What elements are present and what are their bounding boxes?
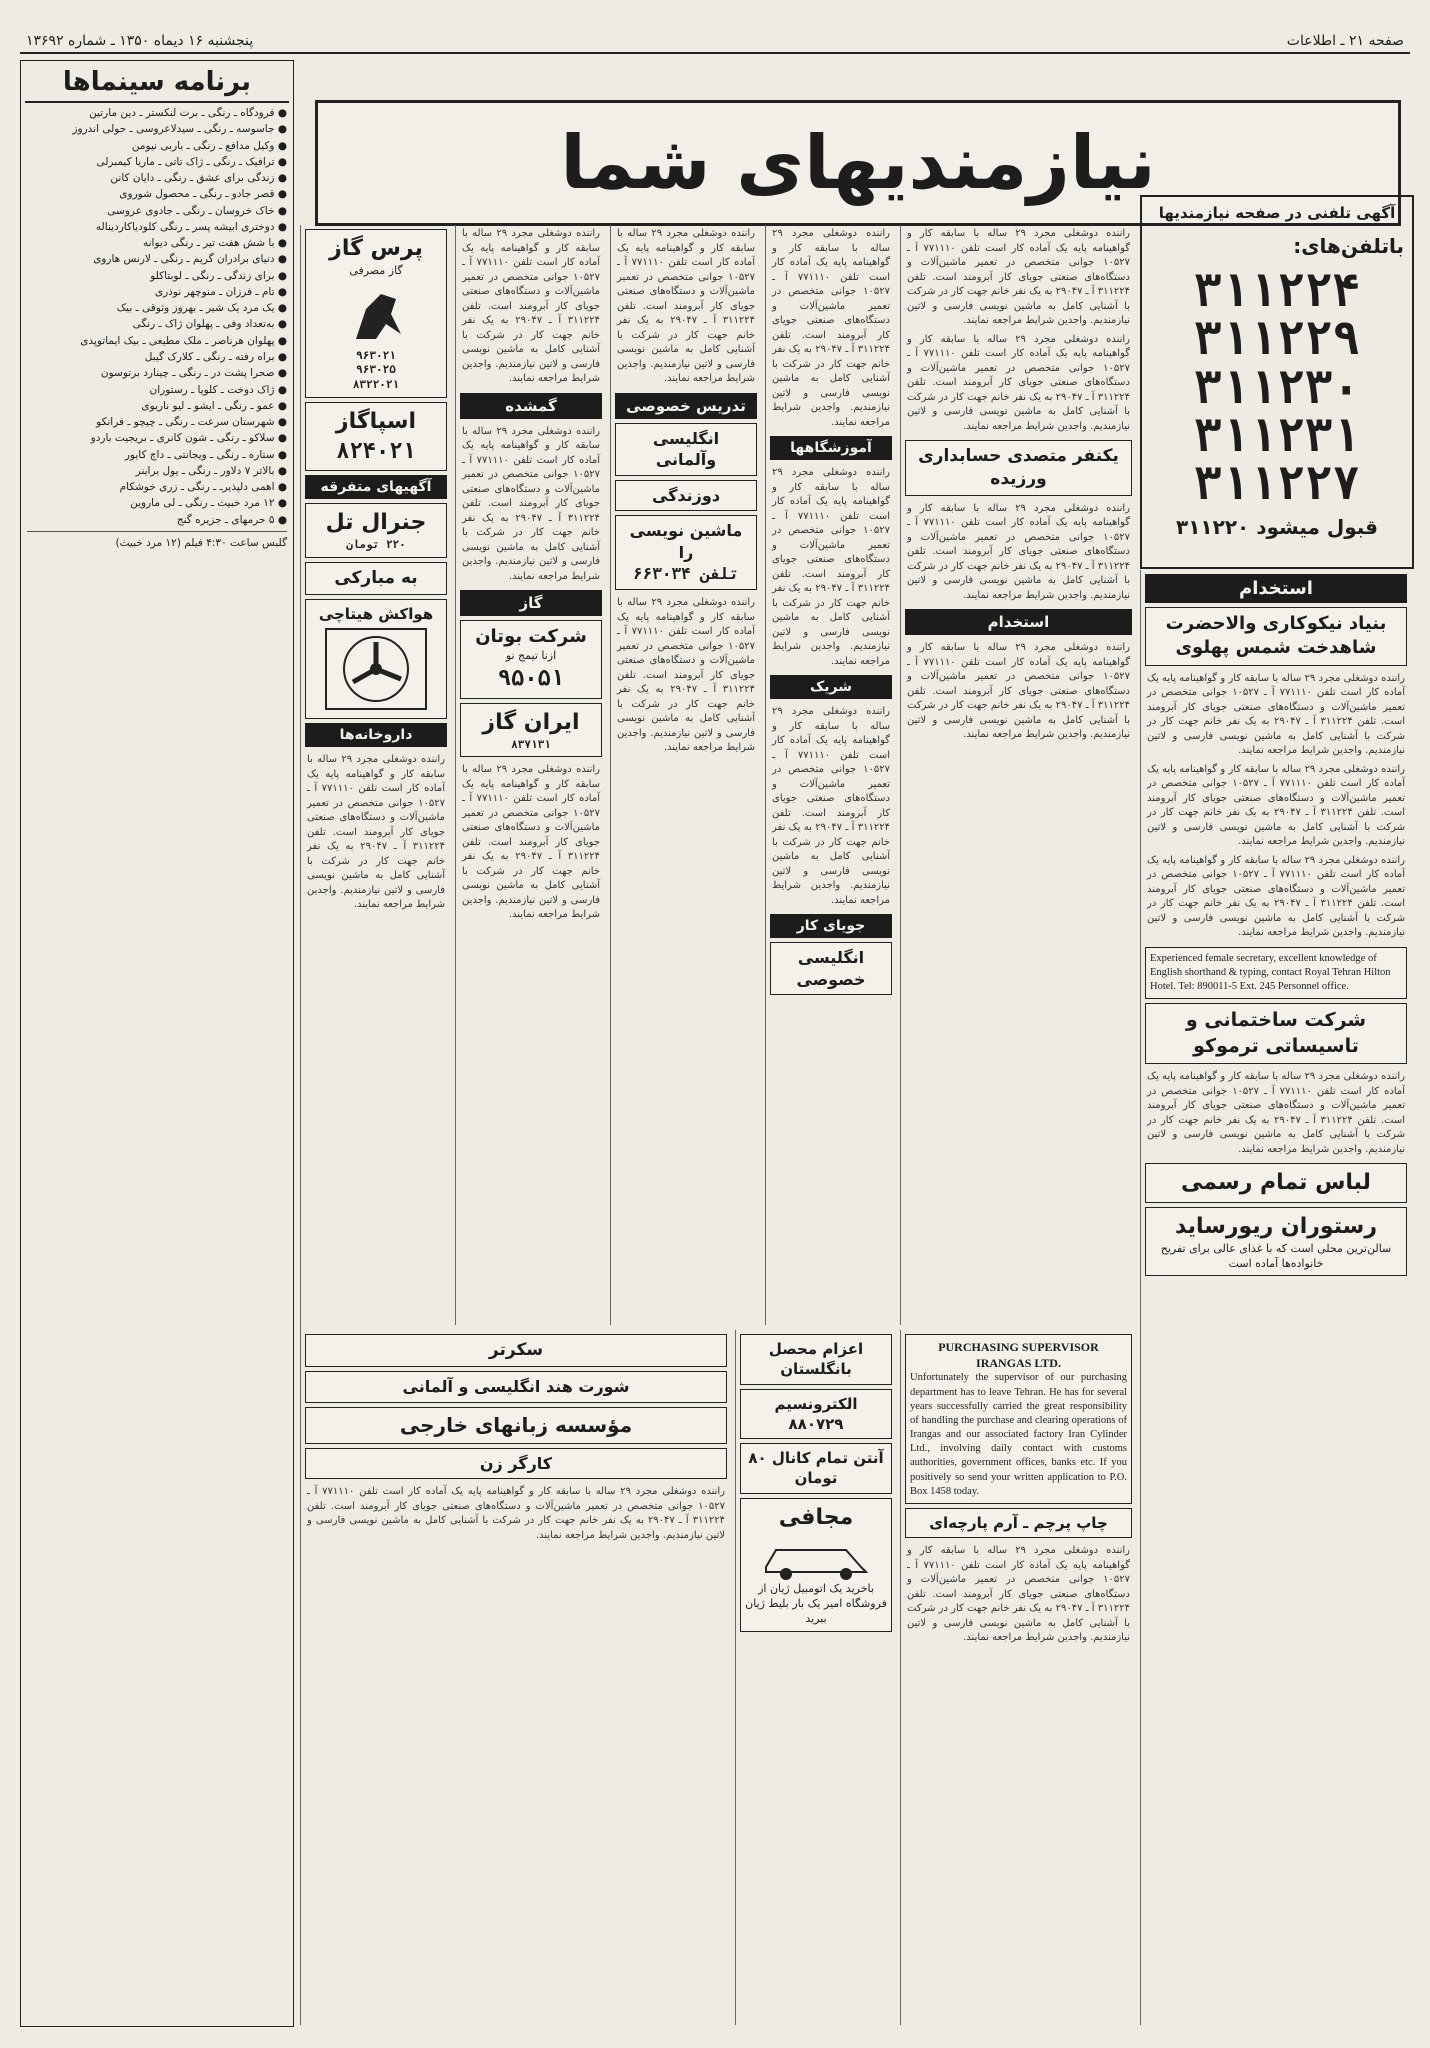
mojafi-title: مجافی [778, 1504, 854, 1530]
cinema-row: ● براه رفته ـ رنگی ـ کلارک گیبل [144, 350, 287, 363]
col2-filler: راننده دوشغلی مجرد ۲۹ ساله با سابقه کار و گواهینامه پایه یک آماده کار است تلفن ۷۷۱۱۱۰ آ ـ ۱۰۵۲۷ جوانی متخصص در تعمیر ماشین‌آلات و دستگاه‌های صنعتی جویای کار آبرومند است. تلفن ۳۱۱۲۲۴ آ ـ ۲۹۰۴۷ به یک نفر خانم جهت کار در شرکت با آشنایی کامل به ماشین نویسی فارسی و لاتین نیازمندیم. واجدین شرایط مراجعه نمایند. [307, 754, 445, 911]
purchasing-body: Unfortunately the supervisor of our purchasing department has to leave Tehran. He has for several years successfully carried the great responsibility of handling the purchase and clearing operations of Irangas and our associated factory Iran Cylinder Ltd., involving daily contact with customs authorities, government offices, banks etc. If you positively so send your written application to P.O. Box 1458 today. [910, 1372, 1127, 1497]
cinema-row: ● خاک خروسان ـ رنگی ـ جادوی عروسی [107, 204, 287, 217]
cinema-row: ● برای زندگی ـ رنگی ـ لوبتاکلو [150, 269, 287, 282]
lost-banner: گمشده [460, 393, 602, 419]
phone-number-3: ۳۱۱۲۳۰ [1193, 359, 1361, 414]
fan-icon [321, 624, 431, 714]
mojafi-ad [740, 1498, 892, 1632]
general-tel-price: ۲۲۰ تومان [346, 538, 406, 552]
butan-subtitle: ازنا تیمج نو [505, 649, 557, 663]
gregg-ad: شورت هند انگلیسی و آلمانی [305, 1371, 727, 1403]
phones-last: قبول میشود ۳۱۱۲۲۰ [1175, 515, 1379, 540]
col4-filler-2: راننده دوشغلی مجرد ۲۹ ساله با سابقه کار و گواهینامه پایه یک آماده کار است تلفن ۷۷۱۱۱۰ آ ـ ۱۰۵۲۷ جوانی متخصص در تعمیر ماشین‌آلات و دستگاه‌های صنعتی جویای کار آبرومند است. تلفن ۳۱۱۲۲۴ آ ـ ۲۹۰۴۷ به یک نفر خانم جهت کار در شرکت با آشنایی کامل به ماشین نویسی فارسی و لاتین نیازمندیم. واجدین شرایط مراجعه نمایند. [617, 597, 755, 754]
col5-filler-3: راننده دوشغلی مجرد ۲۹ ساله با سابقه کار و گواهینامه پایه یک آماده کار است تلفن ۷۷۱۱۱۰ آ ـ ۱۰۵۲۷ جوانی متخصص در تعمیر ماشین‌آلات و دستگاه‌های صنعتی جویای کار آبرومند است. تلفن ۳۱۱۲۲۴ آ ـ ۲۹۰۴۷ به یک نفر خانم جهت کار در شرکت با آشنایی کامل به ماشین نویسی فارسی و لاتین نیازمندیم. واجدین شرایط مراجعه نمایند. [772, 706, 890, 906]
pars-gas-title: پرس گاز [329, 236, 423, 261]
pars-gas-ad [305, 229, 447, 398]
fan-ad [305, 599, 447, 719]
schools-banner: آموزشگاهها [770, 436, 892, 460]
bottom-center [300, 1330, 731, 2025]
irangas-ad [460, 703, 602, 758]
col3-filler-2: راننده دوشغلی مجرد ۲۹ ساله با سابقه کار و گواهینامه پایه یک آماده کار است تلفن ۷۷۱۱۱۰ آ ـ ۱۰۵۲۷ جوانی متخصص در تعمیر ماشین‌آلات و دستگاه‌های صنعتی جویای کار آبرومند است. تلفن ۳۱۱۲۲۴ آ ـ ۲۹۰۴۷ به یک نفر خانم جهت کار در شرکت با آشنایی کامل به ماشین نویسی فارسی و لاتین نیازمندیم. واجدین شرایط مراجعه نمایند. [462, 425, 600, 582]
bottom-center-filler: راننده دوشغلی مجرد ۲۹ ساله با سابقه کار و گواهینامه پایه یک آماده کار است تلفن ۷۷۱۱۱۰ آ ـ ۱۰۵۲۷ جوانی متخصص در تعمیر ماشین‌آلات و دستگاه‌های صنعتی جویای کار آبرومند است. تلفن ۳۱۱۲۲۴ آ ـ ۲۹۰۴۷ به یک نفر خانم جهت کار در شرکت با آشنایی کامل به ماشین نویسی فارسی و لاتین نیازمندیم. واجدین شرایط مراجعه نمایند. [307, 1486, 725, 1541]
cinema-row: ● سلاکو ـ رنگی ـ شون کانری ـ بریجیت باردو [90, 432, 287, 445]
pars-gas-phone-2: ۹۶۳۰۲۵ [356, 363, 396, 377]
typing-phone: تلفن ۶۶۳۰۳۴ [633, 564, 739, 584]
accountant-ad: یکنفر متصدی حسابداری ورزیده [905, 440, 1132, 496]
butan-phone: ۹۵۰۵۱ [497, 666, 565, 692]
header-page-label: صفحه ۲۱ ـ اطلاعات [1286, 33, 1404, 49]
phone-number-4: ۳۱۱۲۳۱ [1193, 407, 1361, 462]
general-tel-ad [305, 503, 447, 558]
butan-ad [460, 620, 602, 699]
cinema-row: ● دنیای برادران گریم ـ رنگی ـ لارنس هاروی [93, 253, 287, 266]
newspaper-page [20, 30, 1410, 2030]
secretary-ad: سکرتر [305, 1334, 727, 1367]
col6-filler-4: راننده دوشغلی مجرد ۲۹ ساله با سابقه کار و گواهینامه پایه یک آماده کار است تلفن ۷۷۱۱۱۰ آ ـ ۱۰۵۲۷ جوانی متخصص در تعمیر ماشین‌آلات و دستگاه‌های صنعتی جویای کار آبرومند است. تلفن ۳۱۱۲۲۴ آ ـ ۲۹۰۴۷ به یک نفر خانم جهت کار در شرکت با آشنایی کامل به ماشین نویسی فارسی و لاتین نیازمندیم. واجدین شرایط مراجعه نمایند. [907, 642, 1131, 741]
cinema-divider [27, 531, 287, 532]
bottom-english-filler: راننده دوشغلی مجرد ۲۹ ساله با سابقه کار و گواهینامه پایه یک آماده کار است تلفن ۷۷۱۱۱۰ آ ـ ۱۰۵۲۷ جوانی متخصص در تعمیر ماشین‌آلات و دستگاه‌های صنعتی جویای کار آبرومند است. تلفن ۳۱۱۲۲۴ آ ـ ۲۹۰۴۷ به یک نفر خانم جهت کار در شرکت با آشنایی کامل به ماشین نویسی فارسی و لاتین نیازمندیم. واجدین شرایط مراجعه نمایند. [907, 1545, 1131, 1644]
ads-column-3 [455, 225, 606, 1325]
aspgas-ad [305, 402, 447, 471]
phones-title: آگهی تلفنی در صفحه نیازمندیها [1158, 204, 1396, 222]
cinema-row: ● جاسوسه ـ رنگی ـ سیدلاعروسی ـ حولی اندروز [72, 123, 287, 136]
tailoring-ad: دوزندگی [615, 480, 757, 512]
right-column [1140, 570, 1411, 2025]
page-header [20, 30, 1410, 54]
cinema-row: ● تام ـ فرزان ـ منوچهر نوذری [154, 285, 287, 298]
cinema-row: ● با شش هفت تیر ـ رنگی دیوانه [143, 237, 287, 250]
cinema-row: ● به‌تعداد وفی ـ پهلوان ژاک ـ رنگی [132, 318, 287, 331]
pars-gas-phone-1: ۹۶۳۰۲۱ [356, 348, 396, 362]
col4-filler-1: راننده دوشغلی مجرد ۲۹ ساله با سابقه کار و گواهینامه پایه یک آماده کار است تلفن ۷۷۱۱۱۰ آ ـ ۱۰۵۲۷ جوانی متخصص در تعمیر ماشین‌آلات و دستگاه‌های صنعتی جویای کار آبرومند است. تلفن ۳۱۱۲۲۴ آ ـ ۲۹۰۴۷ به یک نفر خانم جهت کار در شرکت با آشنایی کامل به ماشین نویسی فارسی و لاتین نیازمندیم. واجدین شرایط مراجعه نمایند. [617, 228, 755, 384]
cinema-row: ● ستاره ـ رنگی ـ ویجانتی ـ داچ کایور [124, 448, 287, 461]
col3-filler-1: راننده دوشغلی مجرد ۲۹ ساله با سابقه کار و گواهینامه پایه یک آماده کار است تلفن ۷۷۱۱۱۰ آ ـ ۱۰۵۲۷ جوانی متخصص در تعمیر ماشین‌آلات و دستگاه‌های صنعتی جویای کار آبرومند است. تلفن ۳۱۱۲۲۴ آ ـ ۲۹۰۴۷ به یک نفر خانم جهت کار در شرکت با آشنایی کامل به ماشین نویسی فارسی و لاتین نیازمندیم. واجدین شرایط مراجعه نمایند. [462, 228, 600, 384]
right-filler-1: راننده دوشغلی مجرد ۲۹ ساله با سابقه کار و گواهینامه پایه یک آماده کار است تلفن ۷۷۱۱۱۰ آ ـ ۱۰۵۲۷ جوانی متخصص در تعمیر ماشین‌آلات و دستگاه‌های صنعتی جویای کار آبرومند است. تلفن ۳۱۱۲۲۴ آ ـ ۲۹۰۴۷ به یک نفر خانم جهت کار در شرکت با آشنایی کامل به ماشین نویسی فارسی و لاتین نیازمندیم. واجدین شرایط مراجعه نمایند. [1147, 672, 1406, 757]
col3-filler-3: راننده دوشغلی مجرد ۲۹ ساله با سابقه کار و گواهینامه پایه یک آماده کار است تلفن ۷۷۱۱۱۰ آ ـ ۱۰۵۲۷ جوانی متخصص در تعمیر ماشین‌آلات و دستگاه‌های صنعتی جویای کار آبرومند است. تلفن ۳۱۱۲۲۴ آ ـ ۲۹۰۴۷ به یک نفر خانم جهت کار در شرکت با آشنایی کامل به ماشین نویسی فارسی و لاتین نیازمندیم. واجدین شرایط مراجعه نمایند. [462, 764, 600, 921]
purchasing-title: PURCHASING SUPERVISOR IRANGAS LTD. [938, 1340, 1099, 1371]
cinema-row: ● صحرا پشت در ـ رنگی ـ چینارد برتوسون [100, 367, 287, 380]
restaurant-ad [1145, 1207, 1407, 1276]
irangas-title: ایران گاز [482, 709, 580, 735]
cinema-column [20, 60, 294, 2027]
cinema-row: ● ترافیک ـ رنگی ـ ژاک تاتی ـ ماریا کیمبرلی [96, 155, 287, 168]
col6-filler-2: راننده دوشغلی مجرد ۲۹ ساله با سابقه کار و گواهینامه پایه یک آماده کار است تلفن ۷۷۱۱۱۰ آ ـ ۱۰۵۲۷ جوانی متخصص در تعمیر ماشین‌آلات و دستگاه‌های صنعتی جویای کار آبرومند است. تلفن ۳۱۱۲۲۴ آ ـ ۲۹۰۴۷ به یک نفر خانم جهت کار در شرکت با آشنایی کامل به ماشین نویسی فارسی و لاتین نیازمندیم. واجدین شرایط مراجعه نمایند. [907, 333, 1131, 432]
right-filler-3: راننده دوشغلی مجرد ۲۹ ساله با سابقه کار و گواهینامه پایه یک آماده کار است تلفن ۷۷۱۱۱۰ آ ـ ۱۰۵۲۷ جوانی متخصص در تعمیر ماشین‌آلات و دستگاه‌های صنعتی جویای کار آبرومند است. تلفن ۳۱۱۲۲۴ آ ـ ۲۹۰۴۷ به یک نفر خانم جهت کار در شرکت با آشنایی کامل به ماشین نویسی فارسی و لاتین نیازمندیم. واجدین شرایط مراجعه نمایند. [1147, 854, 1406, 939]
uniform-ad: لباس تمام رسمی [1145, 1163, 1407, 1203]
pars-gas-phone-3: ۸۳۲۲۰۲۱ [352, 378, 400, 392]
phone-number-1: ۳۱۱۲۲۴ [1193, 263, 1361, 317]
phones-prefix: باتلفن‌های: [1293, 234, 1404, 258]
cinema-row: ● بالاتر ۷ دلاور ـ رنگی ـ یول براینر [135, 464, 287, 477]
cinema-row: ● فرودگاه ـ رنگی ـ برت لنکستر ـ دین مارتین [89, 107, 287, 119]
typing-title: ماشین نویسی را [629, 521, 743, 562]
col5-filler-1: راننده دوشغلی مجرد ۲۹ ساله با سابقه کار و گواهینامه پایه یک آماده کار است تلفن ۷۷۱۱۱۰ آ ـ ۱۰۵۲۷ جوانی متخصص در تعمیر ماشین‌آلات و دستگاه‌های صنعتی جویای کار آبرومند است. تلفن ۳۱۱۲۲۴ آ ـ ۲۹۰۴۷ به یک نفر خانم جهت کار در شرکت با آشنایی کامل به ماشین نویسی فارسی و لاتین نیازمندیم. واجدین شرایط مراجعه نمایند. [772, 228, 890, 428]
partner-banner: شریک [770, 675, 892, 699]
bottom-english [900, 1330, 1136, 2025]
institute-ad: مؤسسه زبانهای خارجی [305, 1407, 727, 1444]
typing-ad [615, 515, 757, 590]
ads-column-4 [610, 225, 761, 1325]
pharmacy-banner: داروخانه‌ها [305, 723, 447, 747]
cinema-row: ● ژاک دوخت ـ کلوپا ـ رستوران [149, 383, 287, 396]
cinema-row: ● اهمی دلپذیرـ ـ رنگی ـ زری خوشکام [119, 481, 287, 494]
hiring2-banner: استخدام [905, 609, 1132, 635]
english-german-ad: انگلیسی وآلمانی [615, 423, 757, 476]
col6-filler-1: راننده دوشغلی مجرد ۲۹ ساله با سابقه کار و گواهینامه پایه یک آماده کار است تلفن ۷۷۱۱۱۰ آ ـ ۱۰۵۲۷ جوانی متخصص در تعمیر ماشین‌آلات و دستگاه‌های صنعتی جویای کار آبرومند است. تلفن ۳۱۱۲۲۴ آ ـ ۲۹۰۴۷ به یک نفر خانم جهت کار در شرکت با آشنایی کامل به ماشین نویسی فارسی و لاتین نیازمندیم. واجدین شرایط مراجعه نمایند. [907, 228, 1131, 326]
right-filler-4: راننده دوشغلی مجرد ۲۹ ساله با سابقه کار و گواهینامه پایه یک آماده کار است تلفن ۷۷۱۱۱۰ آ ـ ۱۰۵۲۷ جوانی متخصص در تعمیر ماشین‌آلات و دستگاه‌های صنعتی جویای کار آبرومند است. تلفن ۳۱۱۲۲۴ آ ـ ۲۹۰۴۷ به یک نفر خانم جهت کار در شرکت با آشنایی کامل به ماشین نویسی فارسی و لاتین نیازمندیم. واجدین شرایط مراجعه نمایند. [1147, 1071, 1406, 1155]
pars-gas-sub: گاز مصرفی [349, 263, 403, 277]
cinema-row: ● ۵ حرمهای ـ جزیره گنج [176, 513, 287, 526]
cinema-row: ● شهرستان سرعت ـ رنگی ـ چیچو ـ فرانکو [96, 416, 287, 429]
bank-notice-ad: اعزام محصل بانگلستان [740, 1334, 892, 1385]
ads-column-2 [300, 225, 451, 1515]
general-tel-title: جنرال تل [325, 510, 427, 536]
cinema-row: ● دوختری ابیشه پسر ـ رنگی کلودیاکاردیناله [95, 220, 287, 233]
col5-filler-2: راننده دوشغلی مجرد ۲۹ ساله با سابقه کار و گواهینامه پایه یک آماده کار است تلفن ۷۷۱۱۱۰ آ ـ ۱۰۵۲۷ جوانی متخصص در تعمیر ماشین‌آلات و دستگاه‌های صنعتی جویای کار آبرومند است. تلفن ۳۱۱۲۲۴ آ ـ ۲۹۰۴۷ به یک نفر خانم جهت کار در شرکت با آشنایی کامل به ماشین نویسی فارسی و لاتین نیازمندیم. واجدین شرایط مراجعه نمایند. [772, 467, 890, 667]
teaching-banner: تدریس خصوصی [615, 393, 757, 419]
right-filler-2: راننده دوشغلی مجرد ۲۹ ساله با سابقه کار و گواهینامه پایه یک آماده کار است تلفن ۷۷۱۱۱۰ آ ـ ۱۰۵۲۷ جوانی متخصص در تعمیر ماشین‌آلات و دستگاه‌های صنعتی جویای کار آبرومند است. تلفن ۳۱۱۲۲۴ آ ـ ۲۹۰۴۷ به یک نفر خانم جهت کار در شرکت با آشنایی کامل به ماشین نویسی فارسی و لاتین نیازمندیم. واجدین شرایط مراجعه نمایند. [1147, 763, 1406, 848]
women-workers-ad: کارگر زن [305, 1448, 727, 1480]
cinema-row: ● قصر جادو ـ رنگی ـ محصول شوروی [119, 188, 287, 201]
butan-title: شرکت بوتان [475, 626, 587, 647]
car-icon [756, 1532, 876, 1582]
irangas-phone: ۸۳۷۱۳۱ [511, 737, 551, 751]
electro-ad: الکترونسیم ۸۸۰۷۲۹ [740, 1389, 892, 1440]
cinema-row: ● وکیل مدافع ـ رنگی ـ باربی نیومن [131, 139, 287, 152]
aspgas-title: اسپاگاز [335, 409, 417, 435]
cinema-row: ● ۱۲ مرد خبیث ـ رنگی ـ لی ماروین [130, 497, 287, 510]
header-date-label: پنجشنبه ۱۶ دیماه ۱۳۵۰ ـ شماره ۱۳۶۹۲ [26, 33, 254, 49]
phone-number-5: ۳۱۱۲۲۷ [1193, 456, 1361, 511]
aspgas-phone: ۸۲۴۰۲۱ [336, 438, 416, 464]
phones-column [1140, 195, 1414, 569]
col6-filler-3: راننده دوشغلی مجرد ۲۹ ساله با سابقه کار و گواهینامه پایه یک آماده کار است تلفن ۷۷۱۱۱۰ آ ـ ۱۰۵۲۷ جوانی متخصص در تعمیر ماشین‌آلات و دستگاه‌های صنعتی جویای کار آبرومند است. تلفن ۳۱۱۲۲۴ آ ـ ۲۹۰۴۷ به یک نفر خانم جهت کار در شرکت با آشنایی کامل به ماشین نویسی فارسی و لاتین نیازمندیم. واجدین شرایط مراجعه نمایند. [907, 502, 1131, 601]
bottom-middle [735, 1330, 896, 2025]
cinema-row: ● یک مرد یک شیر ـ بهروز وثوقی ـ بیک [116, 302, 287, 315]
fan-title: هواکش هیتاچی [318, 604, 434, 623]
mojafi-subtitle: باخرید یک اتومبیل ژیان از فروشگاه امیر یک بار بلیط ژیان ببرید [745, 1582, 887, 1625]
hire-banner: استخدام [1145, 574, 1407, 603]
cinema-row: ● زندگی برای عشق ـ رنگی ـ دایان کانن [110, 172, 287, 185]
purchasing-ad [905, 1334, 1132, 1504]
hilton-ad: Experienced female secretary, excellent knowledge of English shorthand & typing, contact Royal Tehran Hilton Hotel. Tel: 890011-5 Ext. 245 Personnel office. [1145, 947, 1407, 1000]
cinema-footer: گلبس ساعت ۴:۳۰ فیلم (۱۲ مرد خبیث) [115, 536, 287, 549]
restaurant-subtitle: سالن‌ترین محلی است که با غذای عالی برای تفریح خانواده‌ها آماده است [1160, 1241, 1392, 1270]
phone-number-2: ۳۱۱۲۲۹ [1193, 311, 1361, 366]
congrats-ad: به مبارکی [305, 562, 447, 595]
construction-ad: شرکت ساختمانی و تاسیساتی ترموکو [1145, 1003, 1407, 1064]
chap-ad: چاپ پرچم ـ آرم پارچه‌ای [905, 1508, 1132, 1538]
english-private-ad: انگلیسی خصوصی [770, 942, 892, 995]
ads-column-5 [765, 225, 896, 1325]
cinema-list [21, 105, 293, 528]
cinema-row: ● عمو ـ رنگی ـ ایشو ـ لیو ناریوی [141, 399, 287, 412]
charity-ad: بنیاد نیکوکاری والاحضرت شاهدخت شمس پهلوی [1145, 607, 1407, 666]
gas-banner: گاز [460, 590, 602, 616]
cinema-title: برنامه سینماها [25, 63, 289, 103]
horse-logo-icon [346, 279, 406, 349]
jobseek-banner: جویای کار [770, 914, 892, 938]
ads-column-6 [900, 225, 1136, 1325]
restaurant-title: رستوران ریورساید [1175, 1214, 1377, 1240]
misc-banner: آگهیهای متفرقه [305, 475, 447, 499]
antenna-ad: آنتن تمام کانال ۸۰ تومان [740, 1443, 892, 1494]
cinema-row: ● پهلوان هرناصر ـ ملک مطیعی ـ بیک ایماتوپدی [80, 334, 287, 347]
masthead-title: نیازمندیهای شما [560, 120, 1156, 206]
